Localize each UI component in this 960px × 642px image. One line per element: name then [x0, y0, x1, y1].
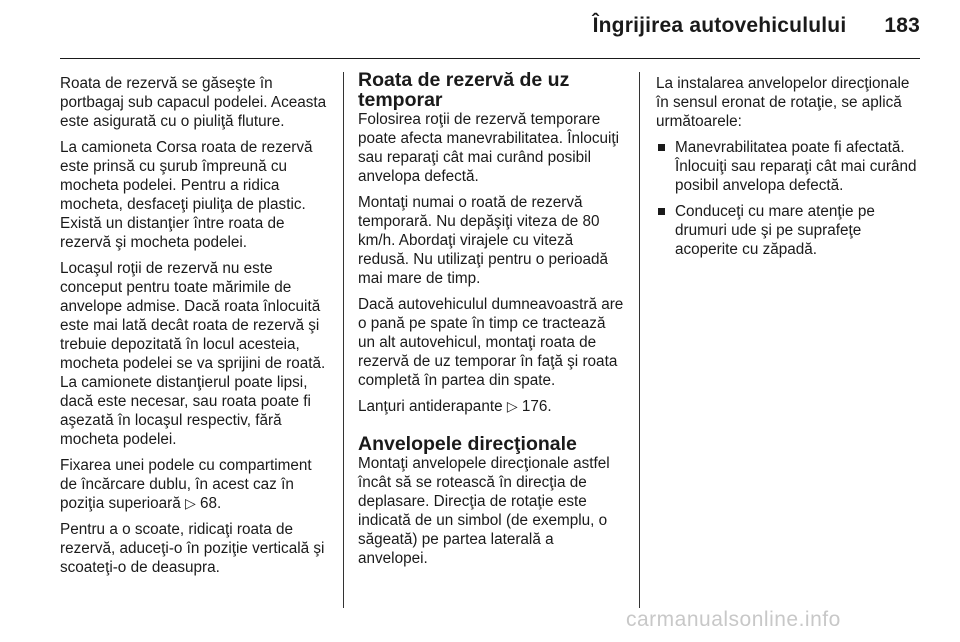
watermark: carmanualsonline.info: [626, 608, 841, 631]
column-2: [358, 69, 626, 575]
page-number: 183: [884, 14, 920, 37]
paragraph: Roata de rezervă se găseşte în portbagaj sub capacul podelei. Aceasta este asigurată cu o piuliţă fluture.: [60, 75, 327, 130]
page-header: [593, 14, 920, 38]
list-item: [656, 202, 924, 259]
paragraph: Dacă autovehiculul dumneavoastră are o pană pe spate în timp ce tractează un alt autovehicul, montaţi roata de rezervă de uz temporar în faţă şi roata completă în partea din spate.: [358, 296, 624, 389]
cross-reference-arrow-icon: ▷: [506, 398, 518, 414]
bullet-list: [656, 138, 924, 259]
column-divider-2: [639, 72, 640, 608]
list-item: [656, 138, 924, 195]
column-3: [656, 74, 924, 266]
paragraph: [358, 397, 626, 416]
paragraph: Folosirea roţii de rezervă temporare poate afecta manevrabilitatea. Înlocuiţi sau reparaţi cât mai curând posibil anvelopa defectă.: [358, 111, 620, 185]
paragraph: La camioneta Corsa roata de rezervă este prinsă cu şurub împreună cu mocheta podelei. Pentru a ridica mocheta, desfaceţi piuliţa de plastic. Există un distanţier între roata de rezervă şi mocheta podelei.: [60, 139, 313, 251]
list-item-text: Manevrabilitatea poate fi afectată. Înlocuiţi sau reparaţi cât mai curând posibil anvelopa defectă.: [675, 139, 917, 194]
chapter-title: Îngrijirea autovehiculului: [592, 14, 847, 37]
page-reference-link[interactable]: 176.: [521, 398, 552, 415]
column-divider-1: [343, 72, 344, 608]
section-heading: Roata de rezervă de uz temporar: [358, 69, 570, 111]
section-heading: Anvelopele direcţionale: [358, 433, 577, 455]
paragraph: [60, 456, 328, 513]
paragraph-text: Fixarea unei podele cu compartiment de încărcare dublu, în acest caz în poziţia superioară: [60, 457, 312, 512]
list-item-text: Conduceţi cu mare atenţie pe drumuri ude şi pe suprafeţe acoperite cu zăpadă.: [675, 203, 875, 258]
paragraph-text: Lanţuri antiderapante: [358, 398, 503, 415]
paragraph: Montaţi anvelopele direcţionale astfel încât să se rotească în direcţia de deplasare. Direcţia de rotaţie este indicată de un simbol (de exemplu, o săgeată) pe partea laterală a anvelopei.: [358, 455, 610, 567]
bullet-square-icon: [658, 208, 665, 215]
paragraph: La instalarea anvelopelor direcţionale în sensul eronat de rotaţie, se aplică următoarele:: [656, 75, 910, 130]
paragraph: Montaţi numai o roată de rezervă temporară. Nu depăşiţi viteza de 80 km/h. Abordaţi virajele cu viteză redusă. Nu utilizaţi pentru o perioadă mai mare de timp.: [358, 194, 609, 287]
page-reference-link[interactable]: 68.: [200, 495, 222, 512]
header-divider: [60, 58, 920, 59]
column-1: [60, 74, 328, 584]
paragraph: Pentru a o scoate, ridicaţi roata de rezervă, aduceţi-o în poziţie verticală şi scoateţi-o de deasupra.: [60, 521, 325, 576]
paragraph: Locaşul roţii de rezervă nu este conceput pentru toate mărimile de anvelope admise. Dacă roata înlocuită este mai lată decât roata de rezervă şi trebuie depozitată în locul acesteia, mocheta podelei se va sprijini de roată. La camionete distanţierul poate lipsi, dacă este necesar, sau roata poate fi aşezată în locaşul respectiv, fără mocheta podelei.: [60, 260, 326, 448]
bullet-square-icon: [658, 144, 665, 151]
cross-reference-arrow-icon: ▷: [185, 495, 196, 511]
